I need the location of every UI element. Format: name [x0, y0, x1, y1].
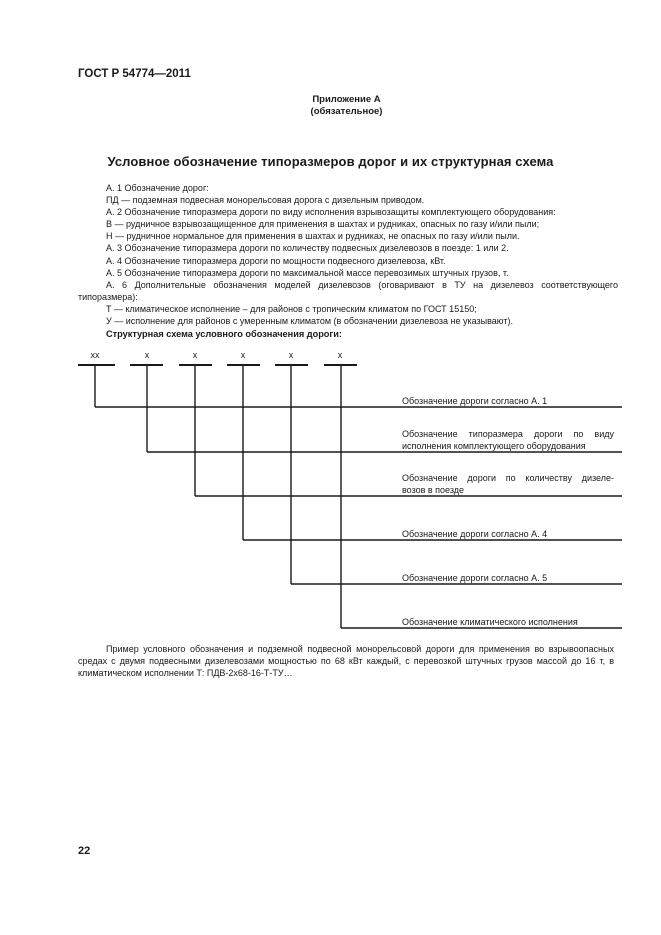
section-title: Условное обозначение типоразмеров дорог и их структурная схема	[107, 154, 554, 169]
scheme-row-label: Обозначение дороги согласно А. 4	[402, 529, 548, 539]
paragraph: В — рудничное взрывозащищенное для применения в шахтах и рудниках, опасных по газу и/или пыли;	[106, 219, 540, 230]
appendix-label: Приложение А	[312, 94, 381, 105]
scheme-marker: x	[240, 350, 246, 360]
scheme-marker: x	[288, 350, 294, 360]
scheme-row-label: Обозначение климатического исполнения	[402, 617, 578, 627]
paragraph: Т — климатическое исполнение – для районов с тропическим климатом по ГОСТ 15150;	[106, 303, 477, 314]
example-paragraph: Пример условного обозначения и подземной подвесной монорельсовой дороги для применения во взрывоопасных средах с двумя подвесными дизелевозами мощностью по 68 кВт каждый, с перевозкой штучных грузов массой до 16 т, в климатическом исполнении Т: ПДВ-2х68-16-Т-ТУ…	[78, 644, 614, 679]
scheme-row-label: Обозначение дороги согласно А. 5	[402, 573, 548, 583]
paragraph: А. 4 Обозначение типоразмера дороги по мощности подвесного дизелевоза, кВт.	[106, 255, 446, 266]
paragraph: У — исполнение для районов с умеренным климатом (в обозначении дизелевоза не указывают).	[106, 316, 513, 327]
scheme-row-label: Обозначение типоразмера дороги по виду исполнения комплектующего оборудования	[402, 429, 614, 451]
paragraph: ПД — подземная подвесная монорельсовая дорога с дизельным приводом.	[106, 195, 425, 206]
scheme-row-label: Обозначение дороги по количеству дизеле- возов в поезде	[402, 473, 614, 495]
appendix-status: (обязательное)	[310, 106, 383, 117]
paragraph: А. 6 Дополнительные обозначения моделей дизелевозов (оговаривают в ТУ на дизелевоз соответствующего типоразмера):	[78, 279, 618, 302]
paragraph: А. 1 Обозначение дорог:	[106, 183, 209, 193]
paragraph: А. 3 Обозначение типоразмера дороги по количеству подвесных дизелевозов в поезде: 1 или 2.	[106, 243, 509, 254]
scheme-marker: x	[144, 350, 150, 360]
scheme-marker: xx	[90, 350, 100, 360]
page-number: 22	[78, 845, 91, 857]
scheme-marker: x	[192, 350, 198, 360]
scheme-marker: x	[337, 350, 343, 360]
paragraph: А. 5 Обозначение типоразмера дороги по максимальной массе перевозимых штучных грузов, т.	[106, 267, 509, 278]
paragraph: А. 2 Обозначение типоразмера дороги по виду исполнения взрывозащиты комплектующего оборудования:	[106, 207, 556, 218]
scheme-row-label: Обозначение дороги согласно А. 1	[402, 396, 548, 406]
paragraph: Н — рудничное нормальное для применения в шахтах и рудниках, не опасных по газу и/или пыли.	[106, 231, 520, 242]
scheme-title: Структурная схема условного обозначения дороги:	[106, 329, 342, 339]
document-code: ГОСТ Р 54774—2011	[78, 68, 191, 80]
